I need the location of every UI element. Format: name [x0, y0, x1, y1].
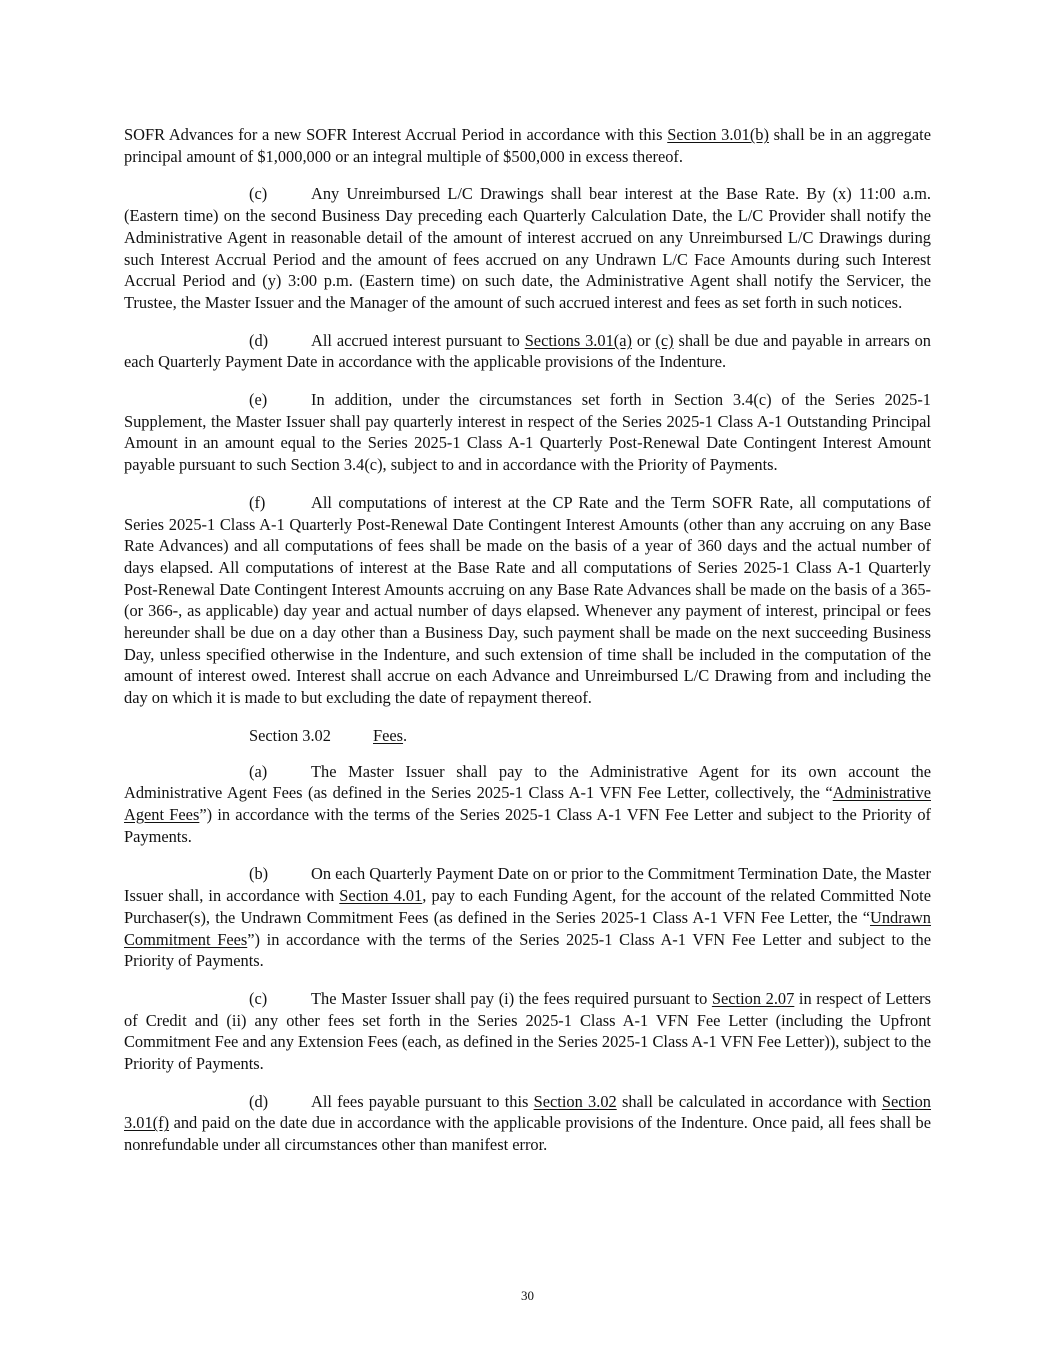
paragraph-d	[124, 330, 931, 373]
paragraph-c	[124, 183, 931, 313]
text: SOFR Advances for a new SOFR Interest Accrual Period in accordance with this	[124, 125, 668, 144]
paragraph-marker: (c)	[249, 988, 268, 1008]
paragraph-e	[124, 389, 931, 476]
section-title-suffix: .	[403, 725, 408, 745]
text: All fees payable pursuant to this	[311, 1091, 534, 1111]
paragraph-f	[124, 492, 931, 709]
text: shall be due and payable in arrears on each Quarterly Payment Date in accordance with the applicable provisions of the Indenture.	[124, 330, 931, 372]
paragraph-text: In addition, under the circumstances set forth in Section 3.4(c) of the Series 2025-1 Supplement, the Master Issuer shall pay quarterly interest in respect of the Series 2025-1 Class A-1 Outstanding Principal Amount in an amount equal to the Series 2025-1 Class A-1 Quarterly Post-Renewal Date Contingent Interest Amount payable pursuant to such Section 3.4(c), subject to and in accordance with the Priority of Payments.	[124, 390, 931, 475]
cross-reference-link: Section 3.01(b)	[667, 125, 769, 144]
fees-paragraph-d	[124, 1091, 931, 1156]
text: and paid on the date due in accordance with the applicable provisions of the Indenture. Once paid, all fees shall be nonrefundable under all circumstances other than manifest error.	[124, 1113, 931, 1155]
section-number: Section 3.02	[249, 725, 331, 745]
cross-reference-link: Section 3.02	[533, 1091, 617, 1111]
text: ”) in accordance with the terms of the Series 2025-1 Class A-1 VFN Fee Letter and subject to the Priority of Payments.	[124, 929, 931, 971]
cross-reference-link: Sections 3.01(a)	[524, 330, 632, 350]
text: , pay to each Funding Agent, for the account of the related Committed Note Purchaser(s), the Undrawn Commitment Fees (as defined in the Series 2025-1 Class A-1 VFN Fee Letter, the “	[124, 886, 931, 927]
paragraph-marker: (f)	[249, 492, 266, 512]
paragraph-continuation	[124, 124, 931, 167]
defined-term: Administrative Agent Fees	[124, 783, 931, 824]
cross-reference-link: Section 2.07	[711, 988, 795, 1008]
text: shall be in an aggregate principal amount of $1,000,000 or an integral multiple of $500,000 in excess thereof.	[124, 125, 931, 166]
fees-paragraph-c	[124, 988, 931, 1075]
paragraph-marker: (d)	[249, 1091, 269, 1111]
text: All accrued interest pursuant to	[311, 330, 525, 350]
paragraph-text: All computations of interest at the CP Rate and the Term SOFR Rate, all computations of Series 2025-1 Class A-1 Quarterly Post-Renewal Date Contingent Interest Amounts (other than any accruing on any Base Rate Advances) and all computations of fees shall be made on the basis of a year of 360 days and the actual number of days elapsed. All computations of interest at the Base Rate and all computations of Series 2025-1 Class A-1 Quarterly Post-Renewal Date Contingent Interest Amounts accruing on any Base Rate Advances shall be made on the basis of a 365- (or 366-, as applicable) day year and actual number of days elapsed. Whenever any payment of interest, principal or fees hereunder shall be due on a day other than a Business Day, such payment shall be made on the next succeeding Business Day, unless specified otherwise in the Indenture, and such extension of time shall be included in the computation of the amount of interest owed. Interest shall accrue on each Advance and Unreimbursed L/C Drawing from and including the day on which it is made to but excluding the date of repayment thereof.	[124, 492, 931, 708]
cross-reference-link: (c)	[655, 330, 674, 350]
text: ”) in accordance with the terms of the Series 2025-1 Class A-1 VFN Fee Letter and subject to the Priority of Payments.	[124, 804, 931, 846]
fees-paragraph-b	[124, 863, 931, 972]
section-heading	[124, 725, 931, 747]
text: The Master Issuer shall pay (i) the fees required pursuant to	[311, 988, 712, 1008]
page-number: 30	[521, 1288, 534, 1303]
section-title: Fees	[373, 725, 404, 745]
text: in respect of Letters of Credit and (ii) any other fees set forth in the Series 2025-1 Class A-1 VFN Fee Letter (including the Upfront Commitment Fee and any Extension Fees (each, as defined in the Series 2025-1 Class A-1 VFN Fee Letter)), subject to the Priority of Payments.	[124, 988, 931, 1074]
paragraph-marker: (a)	[249, 761, 268, 781]
paragraph-marker: (e)	[249, 390, 268, 410]
fees-paragraph-a	[124, 761, 931, 848]
paragraph-marker: (d)	[249, 330, 269, 350]
text: shall be calculated in accordance with	[616, 1091, 882, 1111]
defined-term: Undrawn Commitment Fees	[124, 907, 931, 949]
paragraph-text: Any Unreimbursed L/C Drawings shall bear interest at the Base Rate. By (x) 11:00 a.m. (Eastern time) on the second Business Day preceding each Quarterly Calculation Date, the L/C Provider shall notify the Administrative Agent in reasonable detail of the amount of interest accrued on any Unreimbursed L/C Drawings during such Interest Accrual Period and the amount of fees accrued on any Undrawn L/C Face Amounts during such Interest Accrual Period and (y) 3:00 p.m. (Eastern time) on such date, the Administrative Agent shall notify the Servicer, the Trustee, the Master Issuer and the Manager of the amount of such accrued interest and fees as set forth in such notices.	[124, 184, 931, 312]
cross-reference-link: Section 3.01(f)	[124, 1091, 932, 1133]
text: or	[631, 330, 656, 350]
text: The Master Issuer shall pay to the Administrative Agent for its own account the Administrative Agent Fees (as defined in the Series 2025-1 Class A-1 VFN Fee Letter, collectively, the “	[124, 761, 931, 803]
cross-reference-link: Section 4.01	[339, 886, 423, 906]
paragraph-marker: (b)	[249, 864, 269, 884]
paragraph-marker: (c)	[249, 184, 268, 204]
page-body	[124, 124, 931, 1172]
text: On each Quarterly Payment Date on or prior to the Commitment Termination Date, the Master Issuer shall, in accordance with	[124, 864, 931, 906]
